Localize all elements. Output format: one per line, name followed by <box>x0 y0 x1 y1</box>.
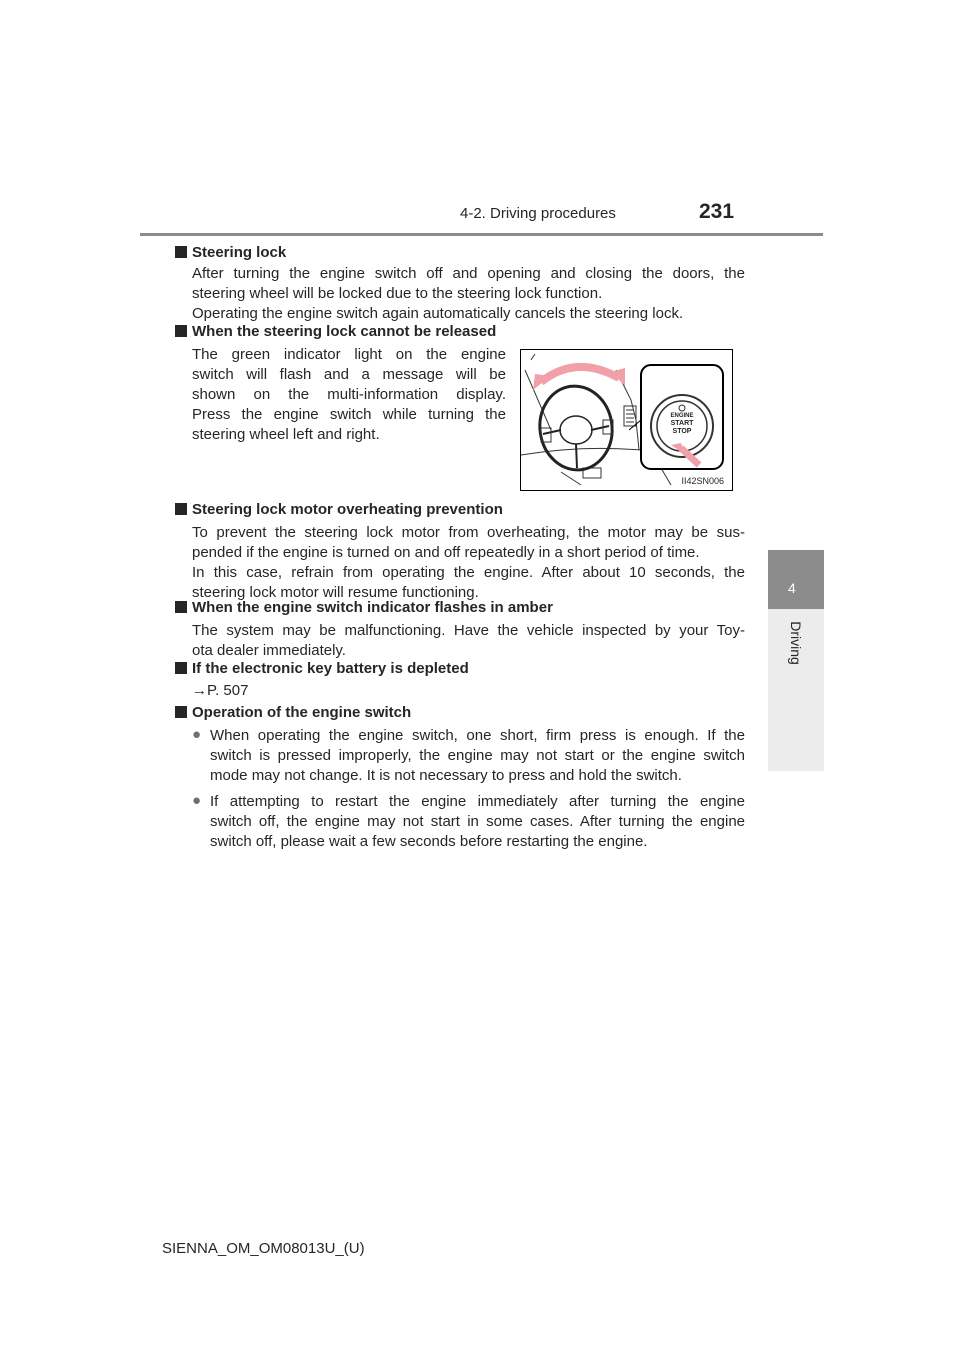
button-text-start: START <box>670 420 694 427</box>
heading-overheating: Steering lock motor overheating prevention <box>175 500 503 520</box>
engine-switch-illustration <box>520 349 733 491</box>
square-bullet-icon <box>175 601 187 613</box>
page-number: 231 <box>699 200 735 223</box>
circle-bullet-icon: ● <box>192 792 202 809</box>
amber-text: The system may be malfunctioning. Have the vehicle inspected by your Toy- ota dealer immediately. <box>192 622 745 659</box>
overheating-text: To prevent the steering lock motor from overheating, the motor may be sus- pended if the engine is turned on and off repeatedly in a short period of time. In this case, refrain from operating the engine. After about 10 seconds, the steering lock motor will resume functioning. <box>192 524 745 601</box>
key-battery-page-reference[interactable]: →P. 507 <box>192 682 249 699</box>
square-bullet-icon <box>175 325 187 337</box>
square-bullet-icon <box>175 503 187 515</box>
heading-operation: Operation of the engine switch <box>175 703 411 723</box>
button-text-engine: ENGINE <box>670 413 694 419</box>
chapter-tab-label <box>768 609 824 771</box>
operation-bullet-2: If attempting to restart the engine immediately after turning the engine switch off, the engine may not start in some cases. After turning the engine switch off, please wait a few seconds before restarting the engine. <box>210 793 745 850</box>
button-text-stop: STOP <box>672 428 692 435</box>
heading-key-battery: If the electronic key battery is depleted <box>175 659 469 679</box>
square-bullet-icon <box>175 246 187 258</box>
heading-amber: When the engine switch indicator flashes in amber <box>175 598 553 618</box>
operation-bullet-1: When operating the engine switch, one short, firm press is enough. If the switch is pressed improperly, the engine may not start or the engine switch mode may not change. It is not necessary to press and hold the switch. <box>210 727 745 784</box>
heading-steering-lock: Steering lock <box>175 243 286 263</box>
chapter-label: Driving <box>788 621 804 665</box>
steering-wheel-illustration <box>521 350 732 490</box>
square-bullet-icon <box>175 706 187 718</box>
header-rule <box>140 233 823 236</box>
document-id-footer: SIENNA_OM_OM08013U_(U) <box>162 1240 365 1257</box>
heading-lock-not-released: When the steering lock cannot be released <box>175 322 496 342</box>
lock-not-released-text: The green indicator light on the engine switch will flash and a message will be shown on the multi-information display. Press the engine switch while turning the steering wheel left and right. <box>192 346 506 443</box>
figure-code: II42SN006 <box>681 476 724 486</box>
steering-lock-text: After turning the engine switch off and opening and closing the doors, the steering wheel will be locked due to the steering lock function. Operating the engine switch again automatically cancels the steering lock. <box>192 265 745 322</box>
chapter-number: 4 <box>788 580 796 596</box>
circle-bullet-icon: ● <box>192 726 202 743</box>
square-bullet-icon <box>175 662 187 674</box>
chapter-tab-number <box>768 550 824 609</box>
header-section-title: 4-2. Driving procedures <box>460 205 616 222</box>
